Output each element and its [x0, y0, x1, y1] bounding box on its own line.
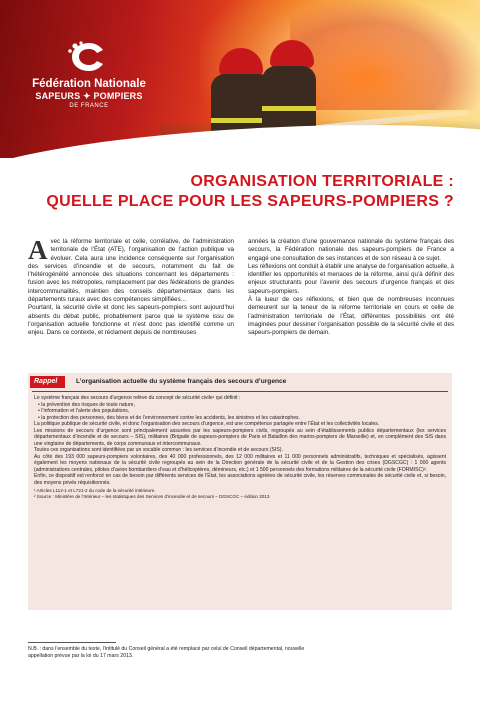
logo-line-3: DE FRANCE [69, 103, 109, 109]
article-body [28, 235, 454, 362]
footnote: ² Source : Ministère de l’Intérieur – les statistiques des Services d’incendie et de secours – DGSCGC – édition 2013 [34, 493, 270, 499]
rappel-paragraph: Enfin, ce dispositif est renforcé en cas de besoin par différents services de l’État, les associations agréées de sécurité civile, les réserves communales de sécurité civile et, si besoin, des moyens privés réquisitionnés. [34, 473, 446, 486]
right-column [248, 238, 454, 338]
rappel-intro: Le système français des secours d’urgence relève du concept de sécurité civile¹ qui définit : [34, 395, 241, 401]
fnspf-logo [28, 40, 150, 111]
left-column [28, 235, 234, 338]
footnote: ¹ Articles L112-1 et L721-2 du code de la sécurité intérieure. [34, 488, 156, 493]
rappel-bullet: • l’information et l’alerte des populations, [38, 408, 130, 414]
drop-cap: A [28, 235, 48, 265]
paragraph: Les réflexions ont conduit à établir une analyse de l’organisation actuelle, à identifier les opportunités et menaces de la réforme, ainsi qu’à définir des enjeux structurants pour l’avenir des secours d’urgence français et des sapeurs-pompiers. [248, 262, 454, 295]
note-separator [28, 642, 116, 643]
rappel-title: L’organisation actuelle du système français des secours d’urgence [76, 378, 287, 385]
rappel-bullet: • la protection des personnes, des biens et de l’environnement contre les accidents, les sinistres et les catastrophes. [38, 414, 300, 421]
page-title [34, 172, 454, 212]
rappel-paragraph: Les missions de secours d’urgence sont principalement assurées par les sapeurs-pompiers civils, regroupés au sein d’établissements publics départementaux (les services départementaux d’incendie et de secours – SIS), militaires (Brigade de sapeurs-pompiers de Paris et Bataillon des marins-pompiers de Marseille) et, en complément des SIS dans une vingtaine de départements, de corps communaux et intercommunaux. [34, 427, 446, 447]
title-line-1: ORGANISATION TERRITORIALE : [190, 173, 454, 190]
paragraph: vec la réforme territoriale et celle, corrélative, de l’administration territoriale de l’État (ATE), l’organisation de l’action publique va évoluer. Cela aura une incidence conséquente sur l’organisation des services d’incendie et de secours, notamment du fait de l’hétérogénéité annoncée des situations concernant les départements : fusion avec les métropoles, remplacement par des fédérations de grandes intercommunalités, maintien des conseils départementaux dans les départements ruraux avec des compétences simplifiées… [28, 238, 234, 304]
logo-line-1: Fédération Nationale [32, 78, 146, 90]
rappel-paragraph: La politique publique de sécurité civile, et donc l’organisation des secours d’urgence, est une compétence partagée entre l’État et les collectivités locales. [34, 421, 380, 427]
flames-graphic [290, 0, 480, 110]
title-line-2: QUELLE PLACE POUR LES SAPEURS-POMPIERS ? [46, 193, 454, 210]
rappel-body [34, 395, 446, 499]
paragraph: années la création d’une gouvernance nationale du système français des secours, la Fédération nationale des sapeurs-pompiers de France a engagé une consultation de ses instances et de son réseau à ce sujet. [248, 238, 454, 262]
rappel-divider [32, 391, 448, 392]
rappel-paragraph: Au côté des 193 000 sapeurs-pompiers volontaires, des 40 000 professionnels, des 12 000 militaires et 11 000 personnels administratifs, techniques et spécialisés, agissent également les moyens nationaux de la sécurité civile regroupés au sein de la Direction générale de la sécurité civile et de la Gestion des crises (DGSCGC) : 1 000 agents (administrations centrales, pilotes d’avion bombardiers d’eau et d’hélicoptères, démineurs, etc.) et 1 500 personnels des formations militaires de la sécurité civile (FORMISC)². [34, 453, 446, 473]
header-photo [0, 0, 480, 158]
footer-note: N.B. : dans l’ensemble du texte, l’intitulé du Conseil général a été remplacé par celui de Conseil départemental, nouvelle appellation prévue par la loi du 17 mars 2013. [28, 646, 305, 659]
logo-line-2: SAPEURS ✦ POMPIERS [35, 91, 143, 101]
rappel-box [28, 373, 452, 610]
rappel-badge: Rappel [30, 376, 65, 388]
rappel-bullet: • la prévention des risques de toute nature, [38, 401, 135, 408]
fnspf-emblem-icon [66, 40, 112, 74]
paragraph: À la lueur de ces réflexions, et bien que de nombreuses inconnues demeurent sur la teneur de la réforme territoriale en cours et celle de l’administration territoriale de l’État, différentes possibilités ont été imaginées pour dessiner l’organisation possible de la sécurité civile et des sapeurs-pompiers de demain. [248, 296, 454, 337]
rappel-paragraph: Toutes ces organisations sont identifiées par un vocable commun : les services d’incendie et de secours (SIS). [34, 447, 283, 453]
paragraph: Pourtant, la sécurité civile et donc les sapeurs-pompiers sont aujourd’hui absents du débat public, probablement parce que le système issu de l’organisation actuelle fonctionne et n’est donc pas identifié comme un enjeu. Dans ce contexte, et réclament depuis de nombreuses [28, 304, 234, 337]
